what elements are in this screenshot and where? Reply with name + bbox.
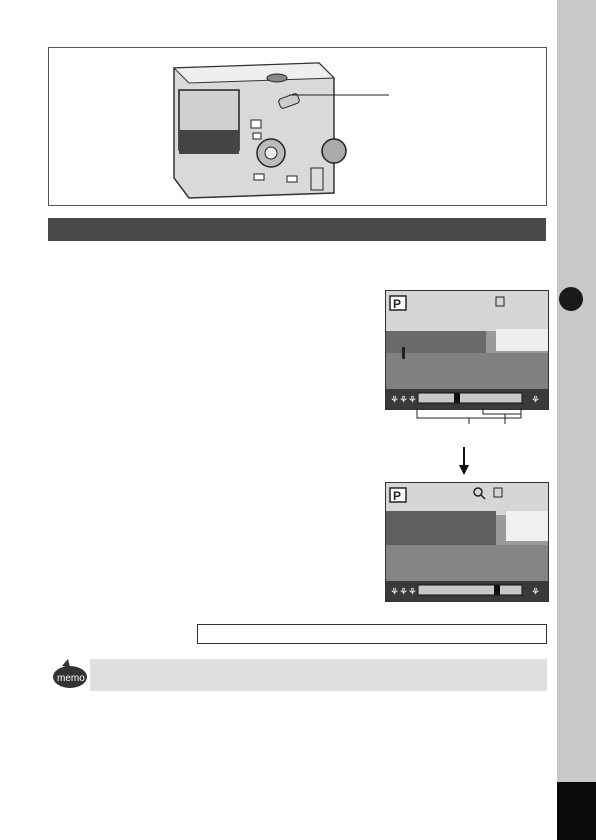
camera-illustration bbox=[49, 48, 546, 205]
note-box bbox=[197, 624, 547, 644]
chapter-badge bbox=[559, 287, 583, 311]
memo-bar bbox=[90, 659, 547, 691]
svg-text:memo: memo bbox=[57, 673, 85, 684]
mountain-infinity-icon: ⚘ bbox=[531, 587, 540, 598]
memo-icon bbox=[52, 657, 88, 691]
page-corner-block bbox=[557, 782, 596, 840]
section-heading bbox=[48, 218, 546, 241]
camera-illustration-frame bbox=[48, 47, 547, 206]
lcd-screen-after bbox=[385, 482, 549, 602]
flower-macro-icon: ⚘⚘⚘ bbox=[390, 395, 417, 406]
mode-label: P bbox=[393, 297, 402, 311]
down-arrow-icon bbox=[459, 447, 469, 475]
lcd-screen-before bbox=[385, 290, 549, 410]
mountain-infinity-icon: ⚘ bbox=[531, 395, 540, 406]
side-tab bbox=[557, 0, 596, 840]
zoom-bar-bracket bbox=[385, 408, 547, 430]
flower-macro-icon: ⚘⚘⚘ bbox=[390, 587, 417, 598]
mode-label: P bbox=[393, 489, 402, 503]
